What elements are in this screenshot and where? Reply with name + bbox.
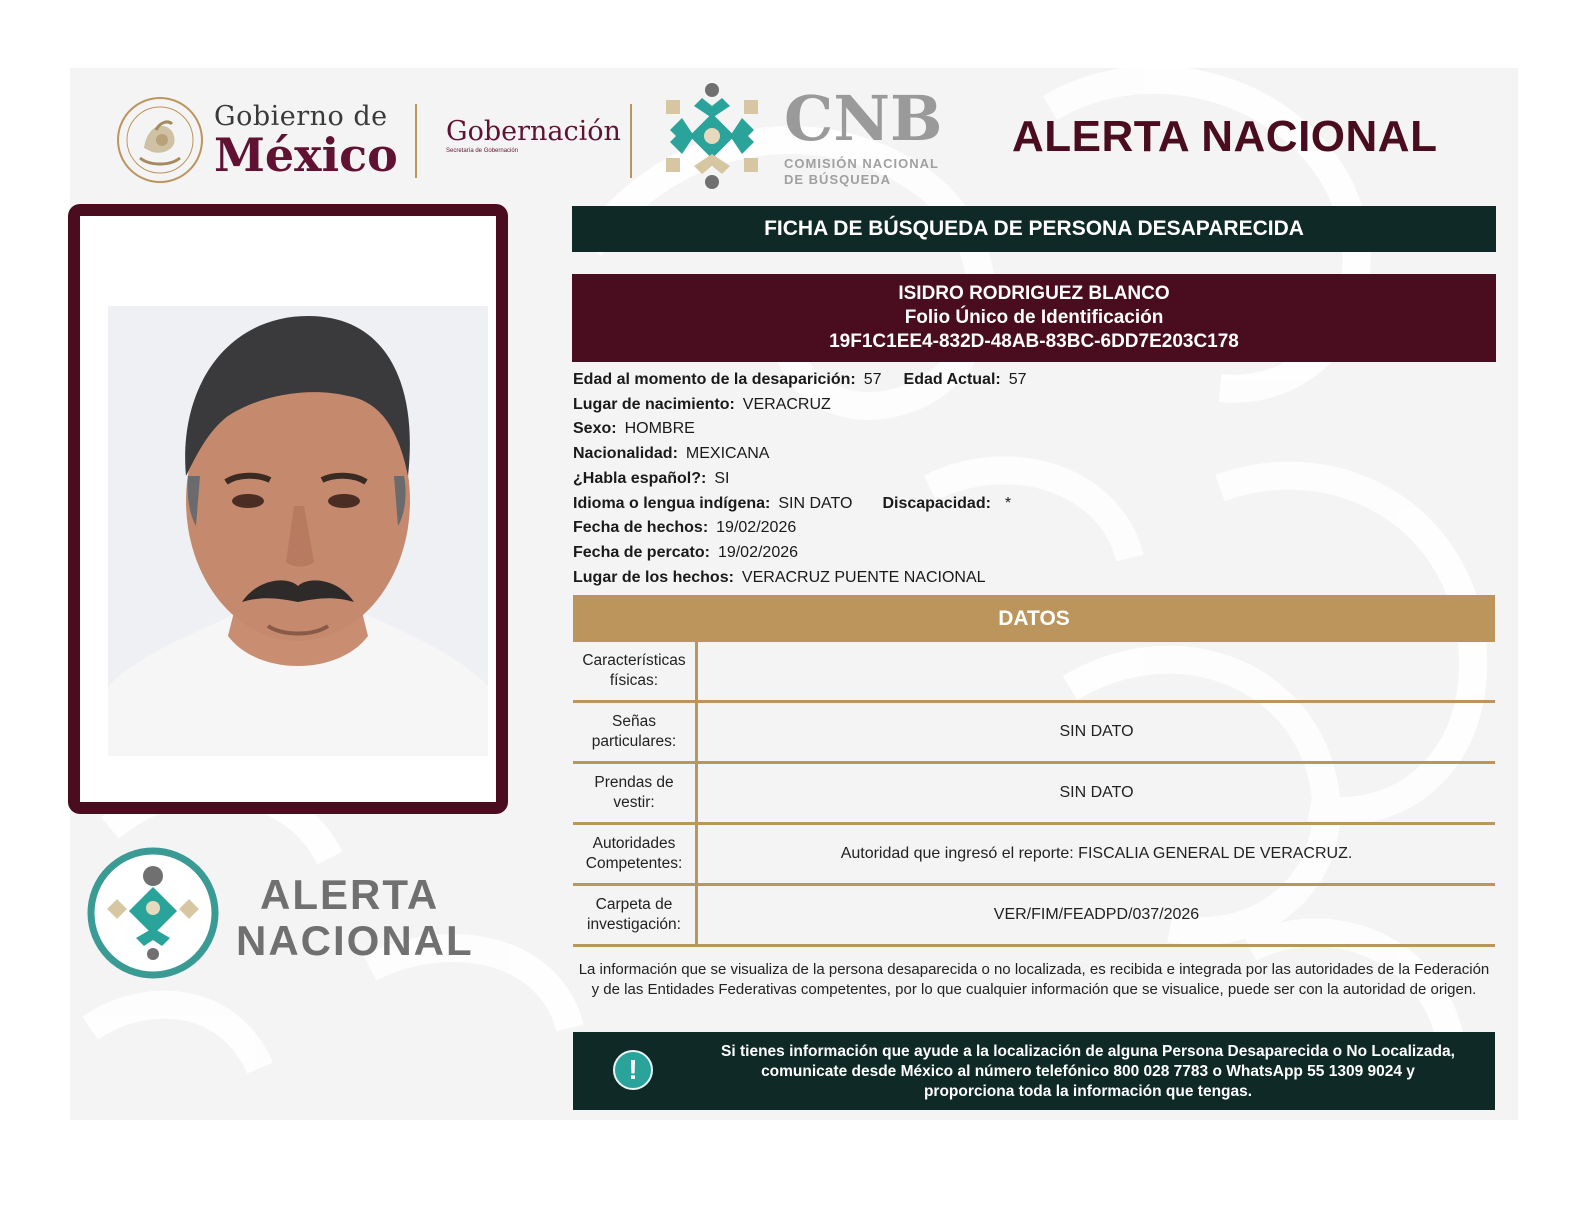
prendas-label: Prendas de vestir: bbox=[573, 764, 698, 822]
senas-value: SIN DATO bbox=[1059, 723, 1134, 740]
lugar-nacimiento-value: VERACRUZ bbox=[742, 395, 831, 413]
info-row-sexo bbox=[573, 417, 1027, 442]
table-row bbox=[573, 764, 1495, 825]
info-row-fecha-percato bbox=[573, 541, 1027, 566]
nacionalidad-value: MEXICANA bbox=[685, 445, 770, 463]
gobierno-de-mexico-logo bbox=[116, 96, 398, 184]
table-row bbox=[573, 703, 1495, 764]
habla-espanol-value: SI bbox=[714, 469, 730, 487]
header-divider-2 bbox=[630, 104, 632, 178]
cnb-text: CNB bbox=[784, 82, 943, 155]
carpeta-value: VER/FIM/FEADPD/037/2026 bbox=[993, 906, 1200, 923]
fecha-percato-value: 19/02/2026 bbox=[717, 543, 799, 561]
datos-table bbox=[573, 642, 1495, 947]
edad-desaparicion-label: Edad al momento de la desaparición: bbox=[573, 371, 856, 388]
edad-actual-label: Edad Actual: bbox=[903, 371, 1001, 388]
prendas-value: SIN DATO bbox=[1059, 784, 1134, 801]
contact-text bbox=[693, 1042, 1483, 1102]
person-portrait-icon bbox=[108, 306, 488, 756]
sexo-value: HOMBRE bbox=[624, 420, 695, 438]
mexico-seal-icon bbox=[116, 96, 204, 184]
lugar-hechos-label: Lugar de los hechos: bbox=[573, 568, 734, 586]
table-row bbox=[573, 642, 1495, 703]
contact-line-3: proporciona toda la información que tengas. bbox=[923, 1083, 1253, 1100]
table-row bbox=[573, 825, 1495, 886]
folio-label: Folio Único de Identificación bbox=[904, 307, 1164, 328]
person-photo bbox=[108, 306, 488, 756]
idioma-label: Idioma o lengua indígena: bbox=[573, 494, 771, 512]
caracteristicas-label: Características físicas: bbox=[573, 642, 698, 700]
fecha-hechos-label: Fecha de hechos: bbox=[573, 519, 709, 537]
header-divider bbox=[415, 104, 417, 178]
mexico-text: México bbox=[214, 127, 398, 182]
datos-title: DATOS bbox=[998, 606, 1070, 630]
senas-label: Señas particulares: bbox=[573, 703, 698, 761]
info-row-lugar-nacimiento bbox=[573, 393, 1027, 418]
person-name: ISIDRO RODRIGUEZ BLANCO bbox=[898, 283, 1170, 304]
lugar-hechos-value: VERACRUZ PUENTE NACIONAL bbox=[741, 568, 986, 586]
gobierno-de-text: Gobierno de bbox=[214, 100, 388, 132]
info-row-idioma bbox=[573, 492, 1027, 517]
cnb-subtitle-1: COMISIÓN NACIONAL bbox=[784, 156, 939, 171]
info-row-habla bbox=[573, 467, 1027, 492]
person-id-banner bbox=[572, 274, 1496, 362]
cnb-subtitle-2: DE BÚSQUEDA bbox=[784, 172, 892, 187]
nacional-word: NACIONAL bbox=[236, 917, 474, 964]
person-info-list bbox=[573, 368, 1027, 590]
info-row-fecha-hechos bbox=[573, 516, 1027, 541]
gobernacion-subtext: Secretaría de Gobernación bbox=[446, 148, 519, 154]
alerta-nacional-wordmark bbox=[236, 872, 474, 964]
alerta-nacional-title: ALERTA NACIONAL bbox=[1012, 112, 1438, 161]
ficha-title-banner bbox=[572, 206, 1496, 252]
edad-desaparicion-value: 57 bbox=[863, 371, 882, 388]
discapacidad-label: Discapacidad: bbox=[882, 494, 991, 512]
folio-value: 19F1C1EE4-832D-48AB-83BC-6DD7E203C178 bbox=[829, 331, 1239, 352]
fecha-hechos-value: 19/02/2026 bbox=[716, 519, 797, 537]
cnb-logo-icon bbox=[656, 80, 768, 192]
photo-frame bbox=[68, 204, 508, 814]
table-row bbox=[573, 886, 1495, 947]
edad-actual-value: 57 bbox=[1008, 371, 1027, 388]
photo-mat bbox=[80, 216, 496, 802]
autoridades-value: Autoridad que ingresó el reporte: FISCALIA GENERAL DE VERACRUZ. bbox=[840, 845, 1353, 862]
exclamation-icon: ! bbox=[613, 1050, 653, 1090]
lugar-nacimiento-label: Lugar de nacimiento: bbox=[573, 395, 735, 413]
caracteristicas-value bbox=[698, 642, 1495, 700]
discapacidad-value: * bbox=[1004, 494, 1012, 512]
info-row-nacionalidad bbox=[573, 442, 1027, 467]
alerta-word: ALERTA bbox=[260, 871, 440, 918]
info-row-lugar-hechos bbox=[573, 566, 1027, 591]
sexo-label: Sexo: bbox=[573, 420, 617, 438]
alerta-nacional-logo-icon bbox=[86, 846, 220, 980]
habla-espanol-label: ¿Habla español?: bbox=[573, 469, 707, 487]
datos-header bbox=[573, 595, 1495, 642]
info-row-edad bbox=[573, 368, 1027, 393]
ficha-title: FICHA DE BÚSQUEDA DE PERSONA DESAPARECIDA bbox=[764, 217, 1304, 240]
cnb-wordmark bbox=[784, 82, 943, 188]
carpeta-label: Carpeta de investigación: bbox=[573, 886, 698, 944]
contact-footer bbox=[573, 1032, 1495, 1110]
contact-line-1: Si tienes información que ayude a la localización de alguna Persona Desaparecida o No Localizada, bbox=[721, 1043, 1455, 1060]
gobernacion-text: Gobernación bbox=[446, 116, 621, 147]
autoridades-label: Autoridades Competentes: bbox=[573, 825, 698, 883]
fecha-percato-label: Fecha de percato: bbox=[573, 543, 710, 561]
nacionalidad-label: Nacionalidad: bbox=[573, 445, 678, 463]
disclaimer-note: La información que se visualiza de la persona desaparecida o no localizada, es recibida e integrada por las autoridades de la Federación y de las Entidades Federativas competentes, por lo que cualquier información que se visualice, puede ser con la autoridad de origen. bbox=[578, 961, 1490, 998]
gobernacion-logo bbox=[446, 116, 621, 154]
contact-line-2: comunicate desde México al número telefónico 800 028 7783 o WhatsApp 55 1309 9024 y bbox=[761, 1063, 1415, 1080]
idioma-value: SIN DATO bbox=[778, 494, 853, 512]
